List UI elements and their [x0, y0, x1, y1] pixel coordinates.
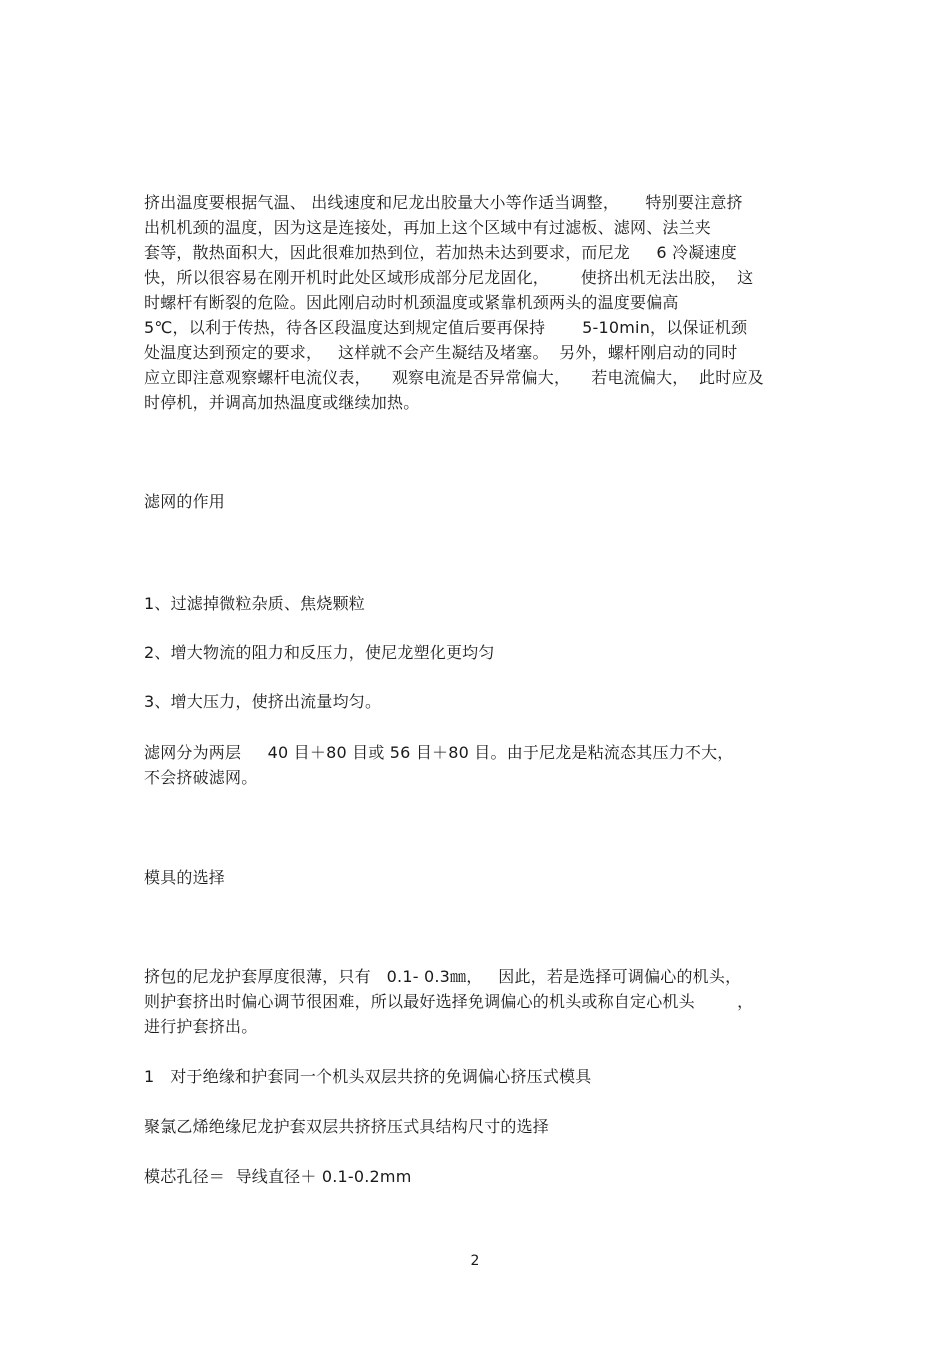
list-item: 3、增大压力，使挤出流量均匀。	[144, 692, 382, 711]
filter-note-line: 滤网分为两层 40 目＋80 目或 56 目＋80 目。由于尼龙是粘流态其压力不大，	[144, 743, 734, 762]
mold-paragraph-line: 则护套挤出时偏心调节很困难，所以最好选择免调偏心的机头或称自定心机头 ，	[144, 992, 754, 1011]
paragraph-line: 套等，散热面积大，因此很难加热到位，若加热未达到要求，而尼龙 6 冷凝速度	[144, 243, 737, 262]
page-number: 2	[470, 1253, 480, 1269]
section-heading-filter: 滤网的作用	[144, 492, 226, 511]
subheading: 聚氯乙烯绝缘尼龙护套双层共挤挤压式具结构尺寸的选择	[144, 1117, 550, 1136]
list-item: 2、增大物流的阻力和反压力，使尼龙塑化更均匀	[144, 643, 495, 662]
list-item: 1 对于绝缘和护套同一个机头双层共挤的免调偏心挤压式模具	[144, 1067, 592, 1086]
paragraph-line: 时螺杆有断裂的危险。因此刚启动时机颈温度或紧靠机颈两头的温度要偏高	[144, 293, 679, 312]
paragraph-line: 5℃，以利于传热，待各区段温度达到规定值后要再保持 5-10min，以保证机颈	[144, 318, 748, 337]
mold-paragraph-line: 挤包的尼龙护套厚度很薄，只有 0.1- 0.3㎜， 因此，若是选择可调偏心的机头，	[144, 967, 742, 986]
paragraph-line: 应立即注意观察螺杆电流仪表， 观察电流是否异常偏大， 若电流偏大， 此时应及	[144, 368, 764, 387]
paragraph-line: 处温度达到预定的要求， 这样就不会产生凝结及堵塞。 另外，螺杆刚启动的同时	[144, 343, 738, 362]
paragraph-line: 时停机，并调高加热温度或继续加热。	[144, 393, 420, 412]
filter-note-line: 不会挤破滤网。	[144, 768, 258, 787]
paragraph-line: 挤出温度要根据气温、 出线速度和尼龙出胶量大小等作适当调整， 特别要注意挤	[144, 193, 743, 212]
paragraph-line: 出机机颈的温度，因为这是连接处，再加上这个区域中有过滤板、滤网、法兰夹	[144, 218, 712, 237]
paragraph-line: 快，所以很容易在刚开机时此处区域形成部分尼龙固化， 使挤出机无法出胶， 这	[144, 268, 754, 287]
mold-paragraph-line: 进行护套挤出。	[144, 1017, 258, 1036]
formula-line: 模芯孔径＝ 导线直径＋ 0.1-0.2mm	[144, 1167, 412, 1186]
list-item: 1、过滤掉微粒杂质、焦烧颗粒	[144, 594, 365, 613]
section-heading-mold: 模具的选择	[144, 868, 226, 887]
